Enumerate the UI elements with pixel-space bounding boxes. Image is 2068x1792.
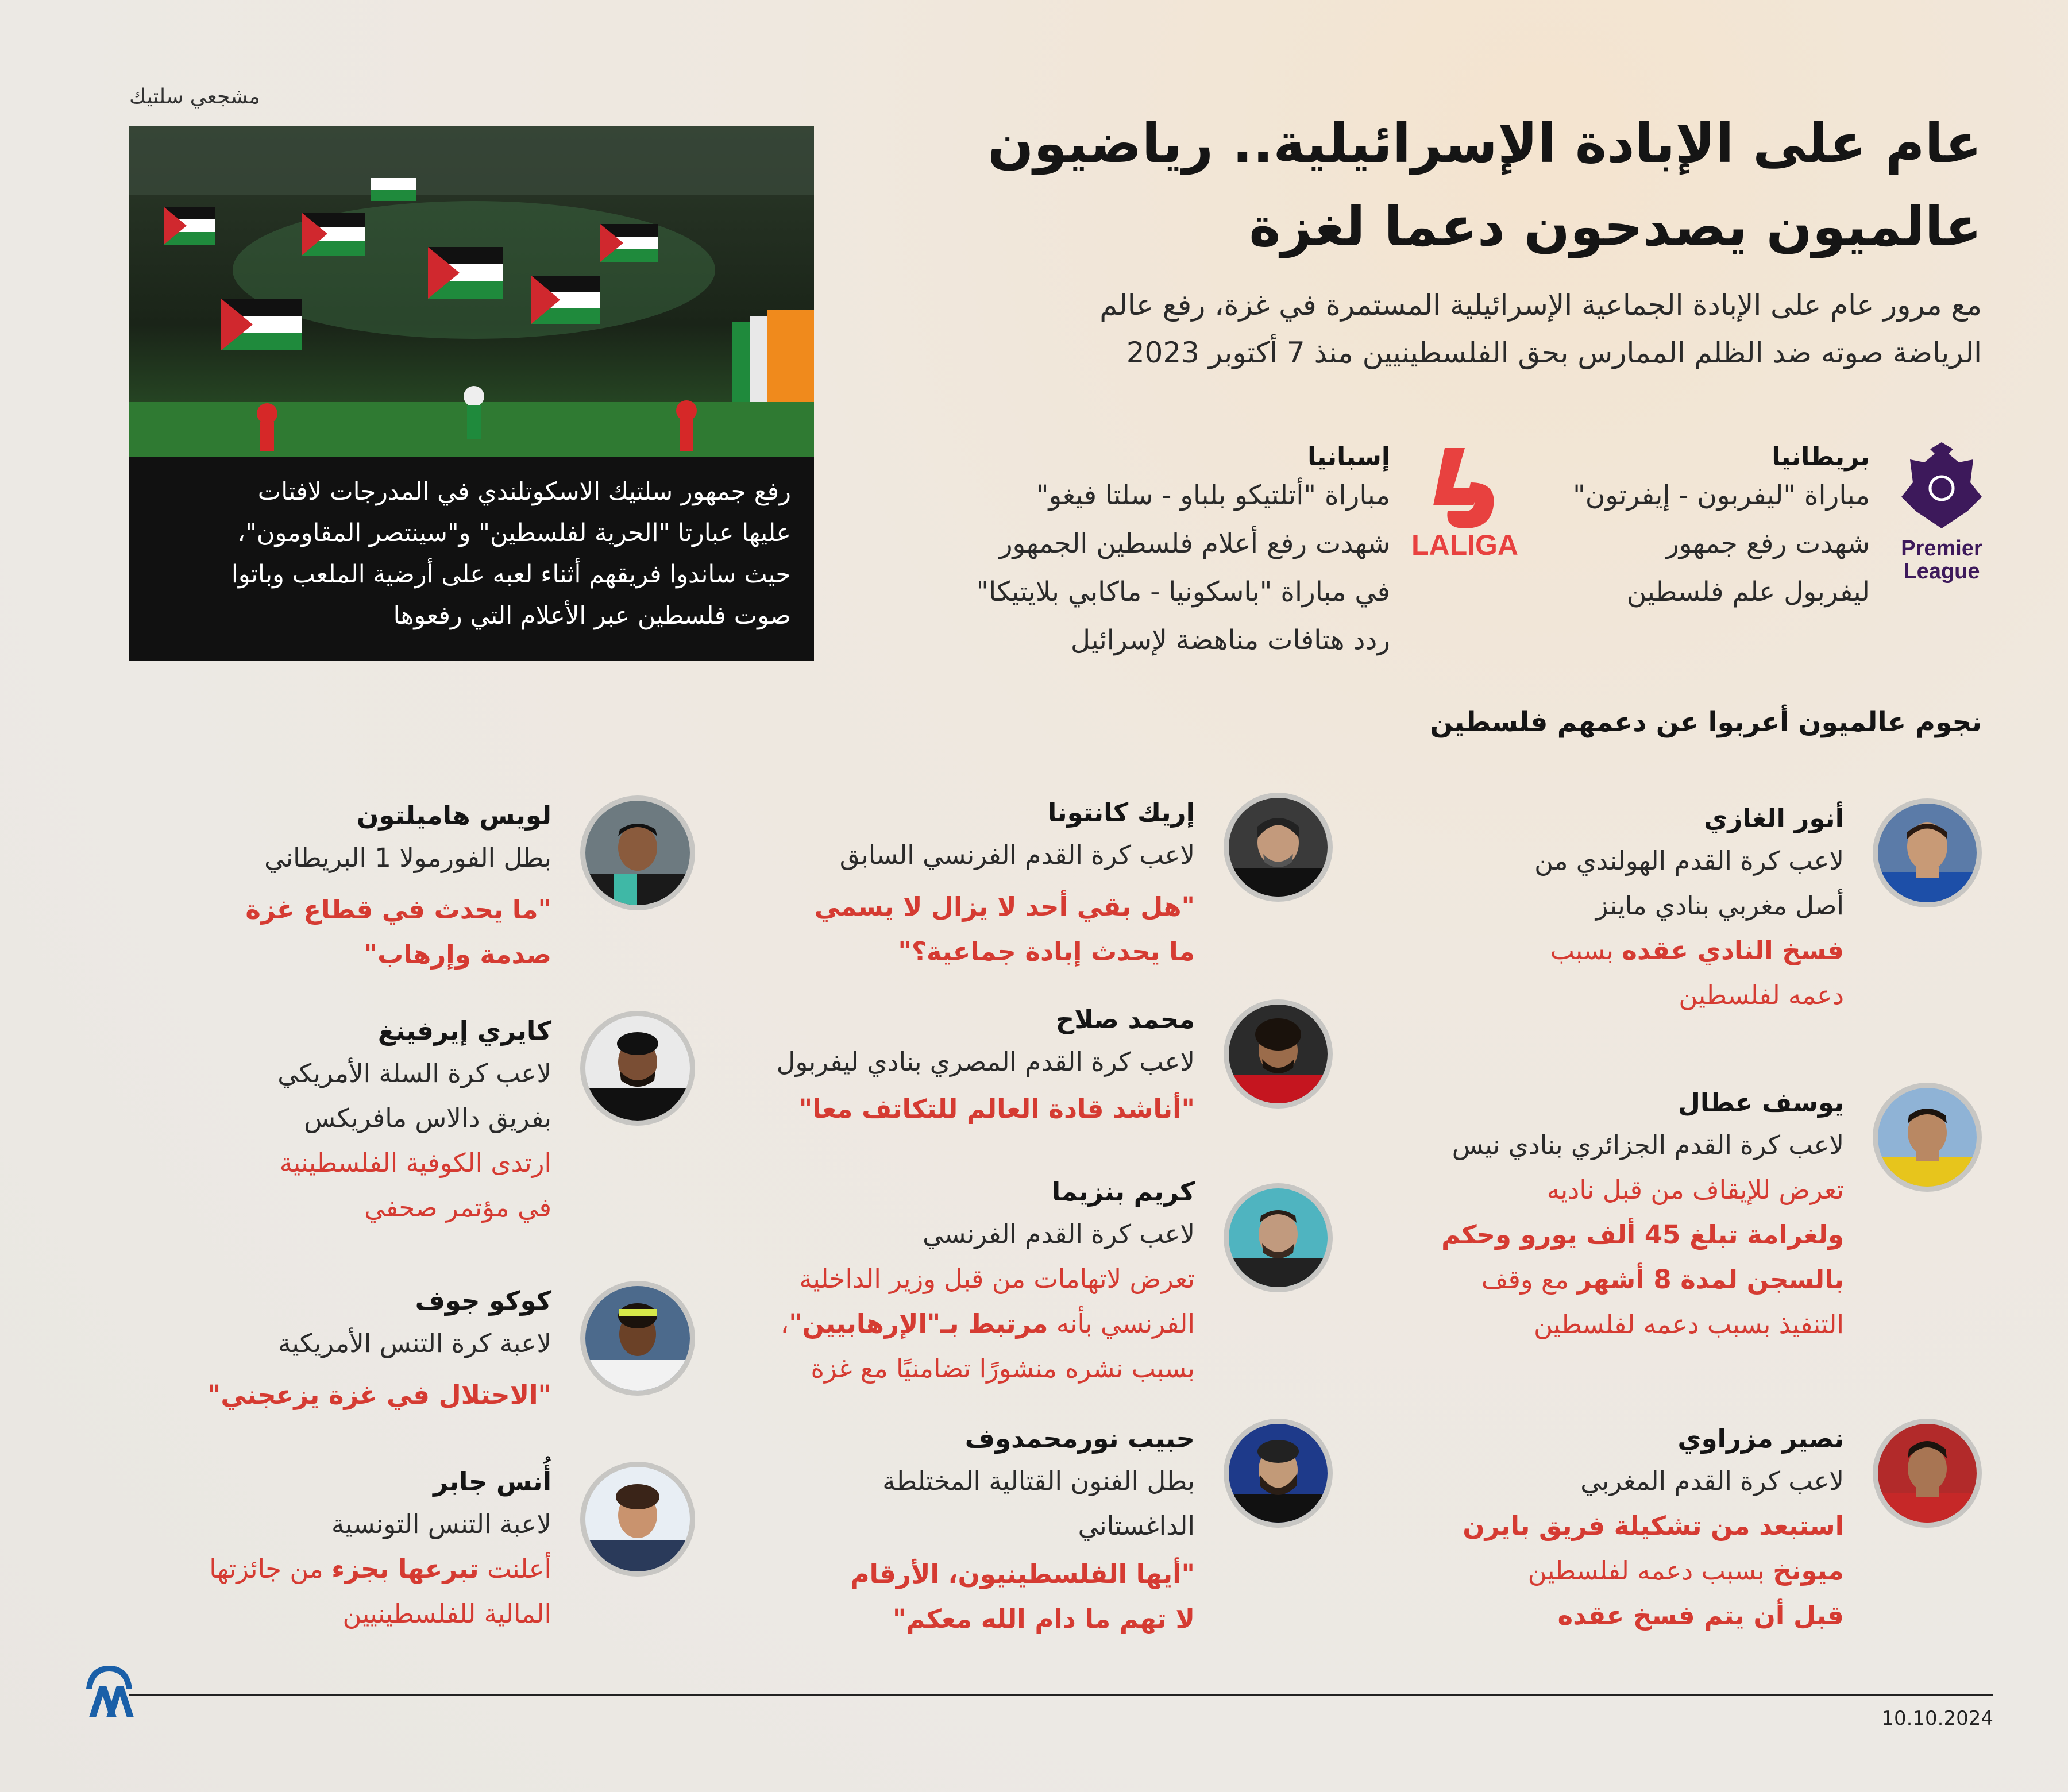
subtitle-line-2: الرياضة صوته ضد الظلم الممارس بحق الفلسطينيين منذ 7 أكتوبر 2023 (1126, 336, 1982, 369)
photo-box (129, 126, 814, 661)
headline-line-1: عام على الإبادة الإسرائيلية.. رياضيون (987, 113, 1982, 175)
player-note-bold: ميونخ (1773, 1555, 1844, 1586)
avatar (1224, 793, 1333, 902)
player-name: محمد صلاح (1055, 1004, 1195, 1034)
player-quote: "ما يحدث في قطاع غزة (245, 894, 551, 925)
avatar (580, 795, 695, 910)
player-note-bold: قبل أن يتم فسخ عقده (1557, 1600, 1844, 1631)
player-name: كريم بنزيما (1051, 1176, 1195, 1207)
anadolu-agency-logo (83, 1663, 135, 1720)
player-desc: الداغستاني (1078, 1511, 1195, 1541)
player-quote: "الاحتلال في غزة يزعجني" (207, 1380, 551, 1410)
player-quote: ما يحدث إبادة جماعية؟" (898, 936, 1195, 967)
avatar (1224, 999, 1333, 1109)
player-desc: بطل الفورمولا 1 البريطاني (264, 843, 551, 873)
player-note-text: بسبب دعمه لفلسطين (1527, 1555, 1773, 1586)
avatar (1873, 1083, 1982, 1192)
player-note: تعرض للإيقاف من قبل ناديه (1546, 1175, 1844, 1205)
britain-title: بريطانيا (1772, 442, 1870, 472)
player-note-bold: استبعد من تشكيلة فريق بايرن (1463, 1511, 1844, 1541)
card-text (103, 1281, 551, 1418)
player-card-attal (1396, 1083, 1982, 1370)
avatar (1873, 1419, 1982, 1528)
player-note-text: مع وقف (1481, 1264, 1577, 1295)
player-note-text: من جائزتها (209, 1554, 332, 1584)
section-title: نجوم عالميون أعربوا عن دعمهم فلسطين (1430, 706, 1982, 738)
player-note (103, 1547, 551, 1592)
player-name: لويس هاميلتون (357, 800, 551, 831)
player-note: تعرض لاتهامات من قبل وزير الداخلية (799, 1264, 1195, 1294)
premier-league-logo (1893, 442, 1990, 586)
player-note-bold: تبرعها بجزء (331, 1554, 479, 1584)
photo-credit: مشجعي سلتيك (129, 85, 260, 109)
spain-title: إسبانيا (1307, 442, 1390, 472)
photo-caption-line: عليها عبارتا "الحرية لفلسطين" و"سينتصر المقاومون"، (237, 519, 791, 547)
player-quote: "أناشد قادة العالم للتكاتف معا" (798, 1094, 1195, 1124)
player-quote: "أيها الفلسطينيون، الأرقام (850, 1559, 1195, 1589)
britain-text-line: مباراة "ليفربون - إيفرتون" (1573, 480, 1870, 511)
player-note: التنفيذ بسبب دعمه لفلسطين (1534, 1309, 1844, 1339)
card-text (747, 1172, 1195, 1391)
player-note-text: أعلنت (479, 1554, 551, 1584)
avatar (580, 1011, 695, 1126)
player-card-ghazi (1396, 798, 1982, 1086)
celtic-fans-photo (129, 126, 814, 457)
photo-caption (159, 471, 791, 636)
player-note-text: ، (780, 1308, 789, 1339)
player-card-irving (109, 1011, 695, 1298)
spain-text-line: في مباراة "باسكونيا - ماكابي بلايتيكا" (976, 576, 1390, 608)
subtitle-line-1: مع مرور عام على الإبادة الجماعية الإسرائيلية المستمرة في غزة، رفع عالم (1099, 288, 1982, 322)
headline-line-2: عالميون يصدحون دعما لغزة (1249, 196, 1982, 258)
player-desc: لاعب كرة القدم الفرنسي السابق (839, 840, 1195, 870)
footer-divider (129, 1694, 1993, 1696)
card-text (103, 795, 551, 977)
britain-block (1525, 442, 1870, 616)
card-text (747, 999, 1195, 1131)
card-text (747, 1419, 1195, 1642)
player-desc: لاعب كرة القدم المغربي (1580, 1466, 1844, 1496)
player-desc: لاعب كرة القدم الهولندي من (1534, 845, 1844, 876)
laliga-logo (1410, 442, 1519, 569)
publish-date: 10.10.2024 (1881, 1707, 1993, 1730)
player-quote: لا تهم ما دام الله معكم" (892, 1604, 1195, 1634)
player-card-khabib (747, 1419, 1333, 1706)
player-note-bold: بالسجن لمدة 8 أشهر (1577, 1264, 1844, 1295)
player-card-jabeur (109, 1462, 695, 1749)
player-desc: لاعبة التنس التونسية (331, 1509, 551, 1539)
laliga-logo-text: LALIGA (1411, 529, 1519, 561)
premier-league-logo-text: League (1903, 559, 1980, 584)
player-name: نصير مزراوي (1677, 1423, 1844, 1454)
player-note (1396, 1548, 1844, 1593)
player-note (1396, 928, 1844, 973)
spain-block (873, 442, 1390, 665)
player-desc: لاعب كرة القدم الجزائري بنادي نيس (1452, 1130, 1844, 1160)
player-note (1396, 1257, 1844, 1302)
player-card-benzema (747, 1172, 1333, 1459)
player-name: كوكو جوف (415, 1285, 551, 1316)
headline (844, 102, 1982, 269)
card-text (1396, 1419, 1844, 1638)
avatar (1224, 1183, 1333, 1292)
spain-text-line: مباراة "أتلتيكو بلباو - سلتا فيغو" (1036, 480, 1390, 511)
player-name: أُنس جابر (433, 1466, 551, 1497)
premier-league-logo-text: Premier (1901, 536, 1982, 561)
avatar (580, 1281, 695, 1396)
player-desc: لاعبة كرة التنس الأمريكية (278, 1328, 551, 1358)
player-note: ارتدى الكوفية الفلسطينية (279, 1148, 551, 1178)
player-desc: بفريق دالاس مافريكس (304, 1103, 551, 1133)
subtitle (844, 281, 1982, 377)
britain-text-line: ليفربول علم فلسطين (1627, 576, 1870, 608)
player-note: بسبب نشره منشورًا تضامنيًا مع غزة (811, 1353, 1195, 1384)
player-name: إريك كانتونا (1047, 797, 1195, 828)
player-note: المالية للفلسطينيين (342, 1598, 551, 1629)
avatar (580, 1462, 695, 1577)
spain-text-line: ردد هتافات مناهضة لإسرائيل (1070, 624, 1390, 656)
player-desc: أصل مغربي بنادي ماينز (1595, 890, 1844, 921)
spain-text-line: شهدت رفع أعلام فلسطين الجمهور (999, 528, 1390, 559)
player-quote: "هل بقي أحد لا يزال لا يسمي (814, 891, 1195, 922)
card-text (103, 1462, 551, 1636)
player-name: أنور الغازي (1704, 803, 1844, 833)
britain-text-line: شهدت رفع جمهور (1666, 528, 1870, 559)
player-desc: لاعب كرة السلة الأمريكي (277, 1058, 551, 1088)
player-note-bold: ولغرامة تبلغ 45 ألف يورو وحكم (1441, 1219, 1844, 1250)
player-note: دعمه لفلسطين (1679, 980, 1844, 1010)
player-note: في مؤتمر صحفي (364, 1192, 551, 1223)
player-desc: لاعب كرة القدم الفرنسي (923, 1219, 1195, 1249)
card-text (103, 1011, 551, 1230)
player-note-text: بسبب (1550, 935, 1622, 965)
player-name: يوسف عطال (1677, 1087, 1844, 1118)
player-quote: صدمة وإرهاب" (364, 939, 551, 970)
player-name: حبيب نورمحمدوف (964, 1423, 1195, 1454)
card-text (1396, 1083, 1844, 1347)
avatar (1873, 798, 1982, 907)
player-desc: بطل الفنون القتالية المختلطة (882, 1466, 1195, 1496)
player-desc: لاعب كرة القدم المصري بنادي ليفربول (776, 1046, 1195, 1077)
photo-caption-line: رفع جمهور سلتيك الاسكوتلندي في المدرجات لافتات (257, 477, 791, 506)
card-text (747, 793, 1195, 974)
player-name: كايري إيرفينغ (377, 1015, 551, 1046)
player-note (747, 1301, 1195, 1346)
player-card-mazraoui (1396, 1419, 1982, 1706)
card-text (1396, 798, 1844, 1018)
avatar (1224, 1419, 1333, 1528)
photo-caption-line: صوت فلسطين عبر الأعلام التي رفعوها (393, 601, 791, 630)
photo-caption-line: حيث ساندوا فريقهم أثناء لعبه على أرضية الملعب وباتوا (231, 560, 791, 589)
player-note-bold: مرتبط بـ"الإرهابيين" (789, 1308, 1048, 1339)
player-note-bold: فسخ النادي عقده (1622, 935, 1844, 965)
player-note-text: الفرنسي بأنه (1048, 1308, 1195, 1339)
